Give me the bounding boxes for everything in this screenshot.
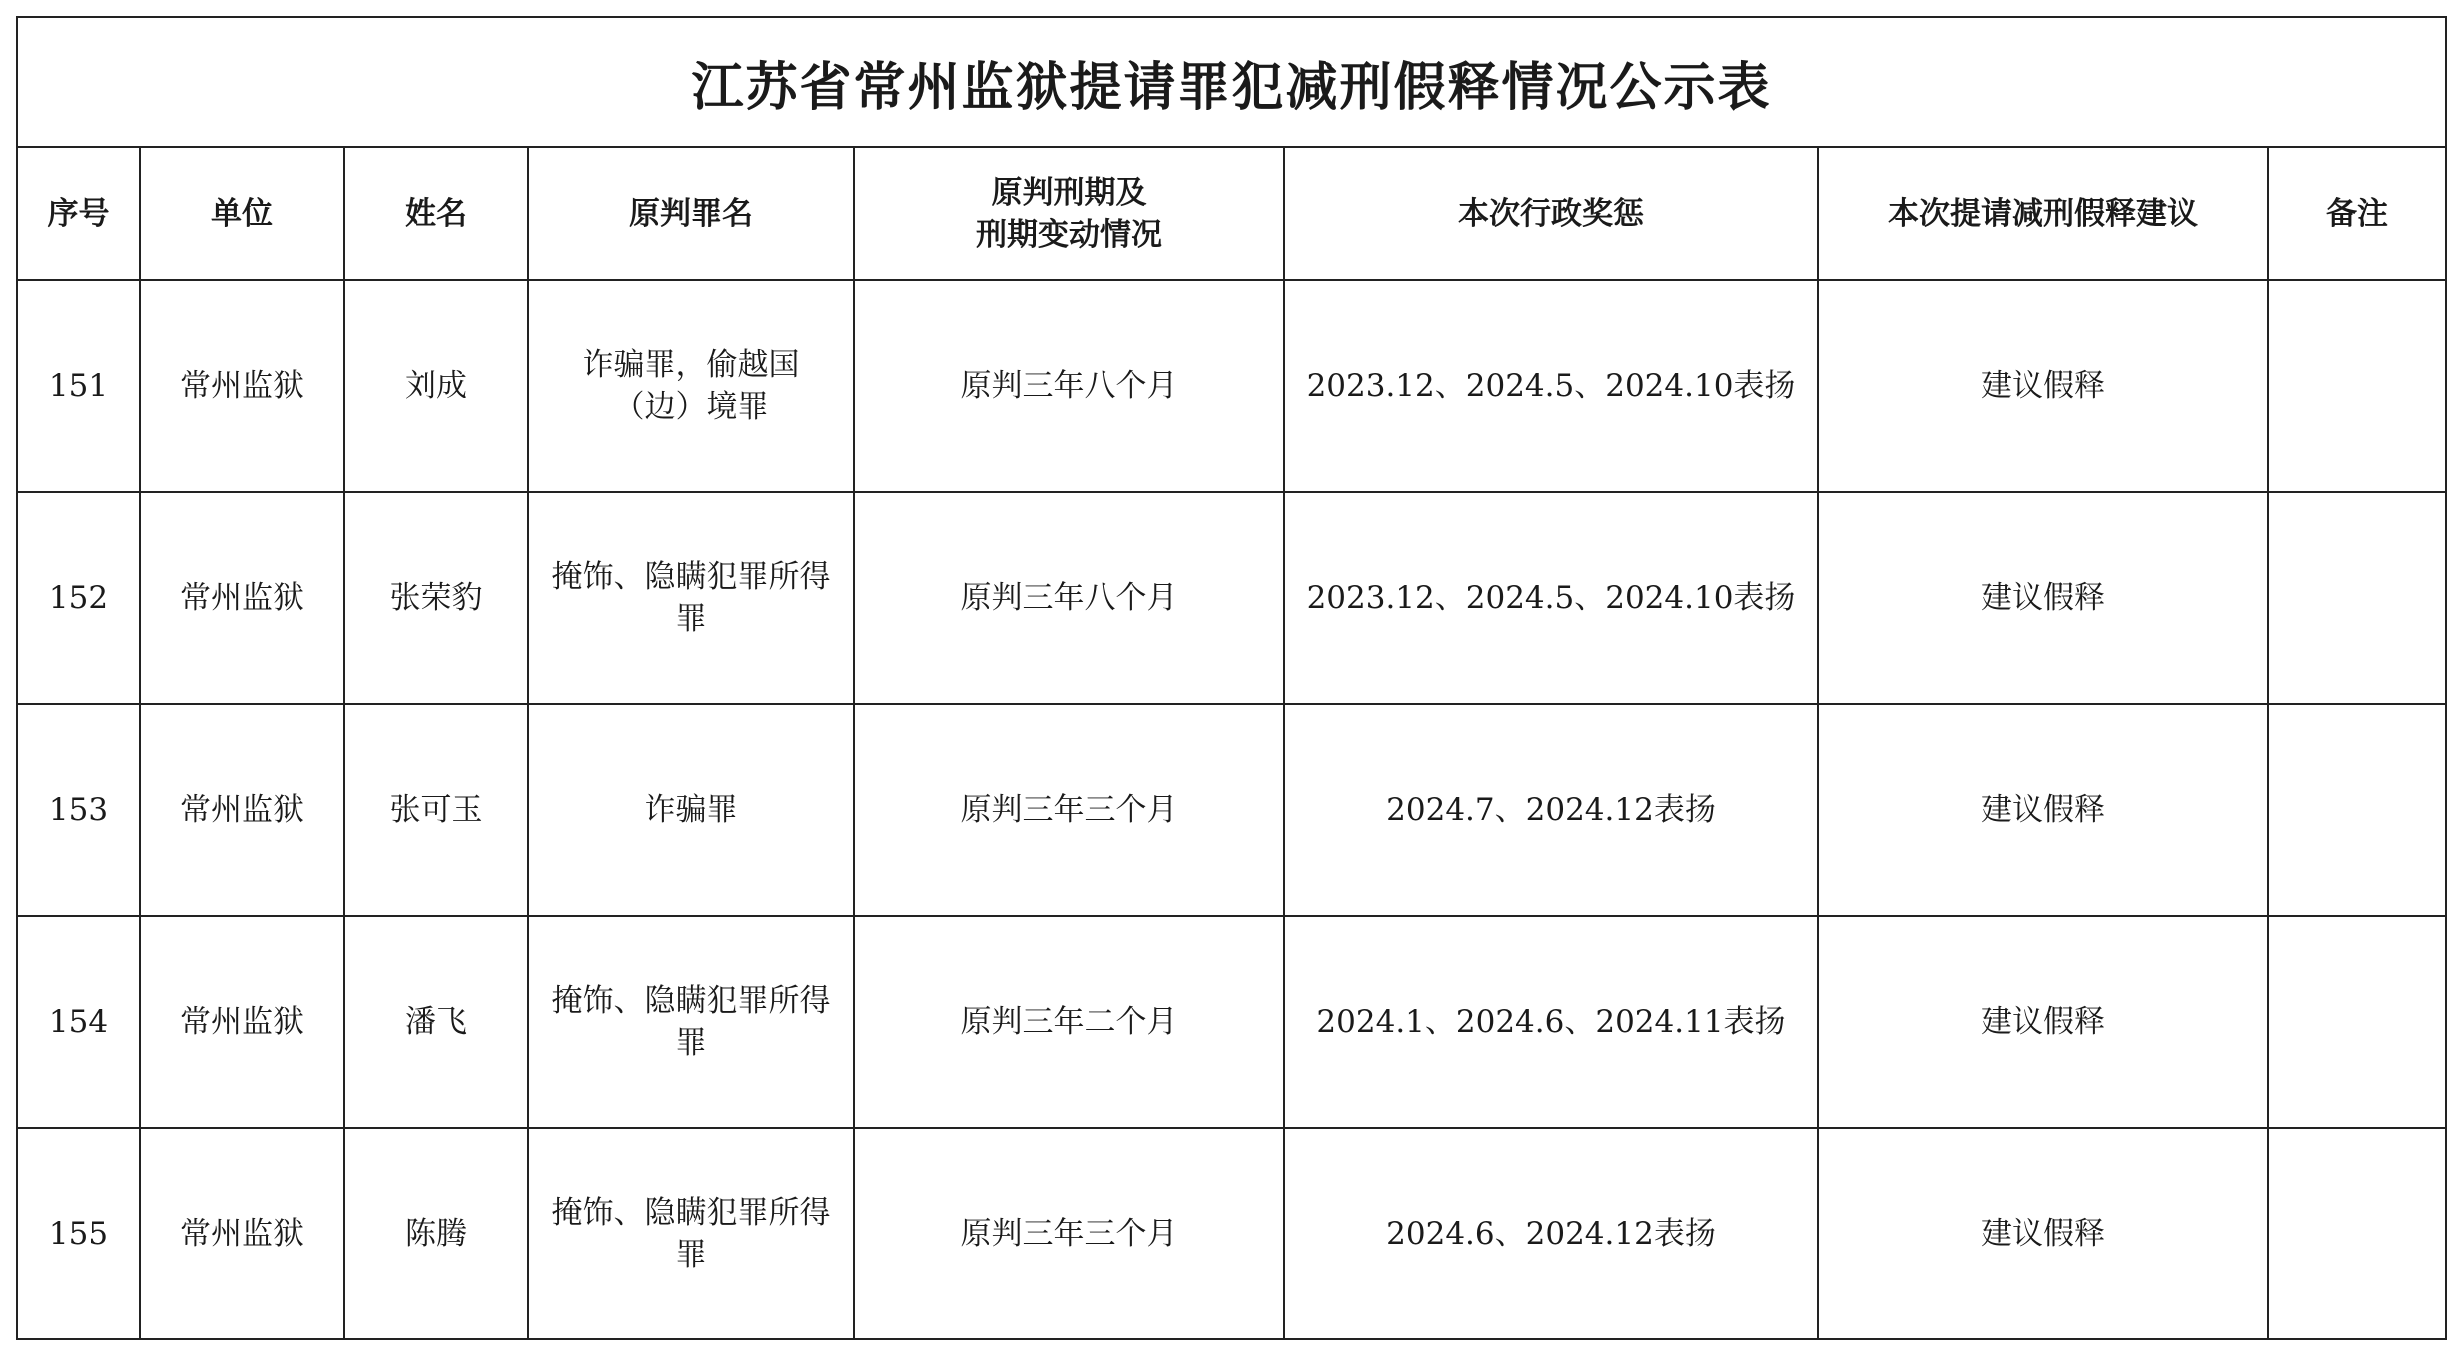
parole-table (18, 148, 2445, 1338)
cell-name: 陈腾 (344, 1128, 528, 1338)
cell-crime: 掩饰、隐瞒犯罪所得 罪 (528, 916, 854, 1128)
header-term: 原判刑期及 刑期变动情况 (854, 148, 1284, 280)
cell-advice: 建议假释 (1818, 280, 2268, 492)
header-crime: 原判罪名 (528, 148, 854, 280)
cell-note (2268, 492, 2445, 704)
cell-award: 2024.6、2024.12表扬 (1284, 1128, 1818, 1338)
cell-unit: 常州监狱 (140, 704, 344, 916)
header-seq: 序号 (18, 148, 140, 280)
cell-crime: 诈骗罪 (528, 704, 854, 916)
cell-note (2268, 1128, 2445, 1338)
header-note: 备注 (2268, 148, 2445, 280)
cell-term: 原判三年三个月 (854, 704, 1284, 916)
cell-unit: 常州监狱 (140, 1128, 344, 1338)
cell-award: 2024.7、2024.12表扬 (1284, 704, 1818, 916)
cell-term: 原判三年二个月 (854, 916, 1284, 1128)
cell-advice: 建议假释 (1818, 492, 2268, 704)
cell-seq: 151 (18, 280, 140, 492)
cell-advice: 建议假释 (1818, 704, 2268, 916)
header-advice: 本次提请减刑假释建议 (1818, 148, 2268, 280)
header-award: 本次行政奖惩 (1284, 148, 1818, 280)
table-header-row (18, 148, 2445, 280)
cell-name: 刘成 (344, 280, 528, 492)
cell-name: 潘飞 (344, 916, 528, 1128)
cell-note (2268, 280, 2445, 492)
cell-crime: 掩饰、隐瞒犯罪所得 罪 (528, 1128, 854, 1338)
cell-award: 2024.1、2024.6、2024.11表扬 (1284, 916, 1818, 1128)
cell-seq: 155 (18, 1128, 140, 1338)
cell-seq: 152 (18, 492, 140, 704)
cell-term: 原判三年八个月 (854, 280, 1284, 492)
cell-term: 原判三年八个月 (854, 492, 1284, 704)
document-title: 江苏省常州监狱提请罪犯减刑假释情况公示表 (18, 18, 2445, 148)
table-row (18, 916, 2445, 1128)
cell-advice: 建议假释 (1818, 916, 2268, 1128)
cell-name: 张可玉 (344, 704, 528, 916)
cell-seq: 153 (18, 704, 140, 916)
cell-name: 张荣豹 (344, 492, 528, 704)
table-row (18, 704, 2445, 916)
cell-unit: 常州监狱 (140, 916, 344, 1128)
cell-note (2268, 916, 2445, 1128)
cell-crime: 诈骗罪，偷越国 （边）境罪 (528, 280, 854, 492)
table-row (18, 492, 2445, 704)
header-unit: 单位 (140, 148, 344, 280)
cell-unit: 常州监狱 (140, 280, 344, 492)
cell-award: 2023.12、2024.5、2024.10表扬 (1284, 492, 1818, 704)
announcement-sheet (16, 16, 2447, 1340)
cell-unit: 常州监狱 (140, 492, 344, 704)
header-name: 姓名 (344, 148, 528, 280)
cell-award: 2023.12、2024.5、2024.10表扬 (1284, 280, 1818, 492)
cell-advice: 建议假释 (1818, 1128, 2268, 1338)
cell-note (2268, 704, 2445, 916)
cell-term: 原判三年三个月 (854, 1128, 1284, 1338)
cell-crime: 掩饰、隐瞒犯罪所得 罪 (528, 492, 854, 704)
cell-seq: 154 (18, 916, 140, 1128)
table-row (18, 280, 2445, 492)
table-row (18, 1128, 2445, 1338)
